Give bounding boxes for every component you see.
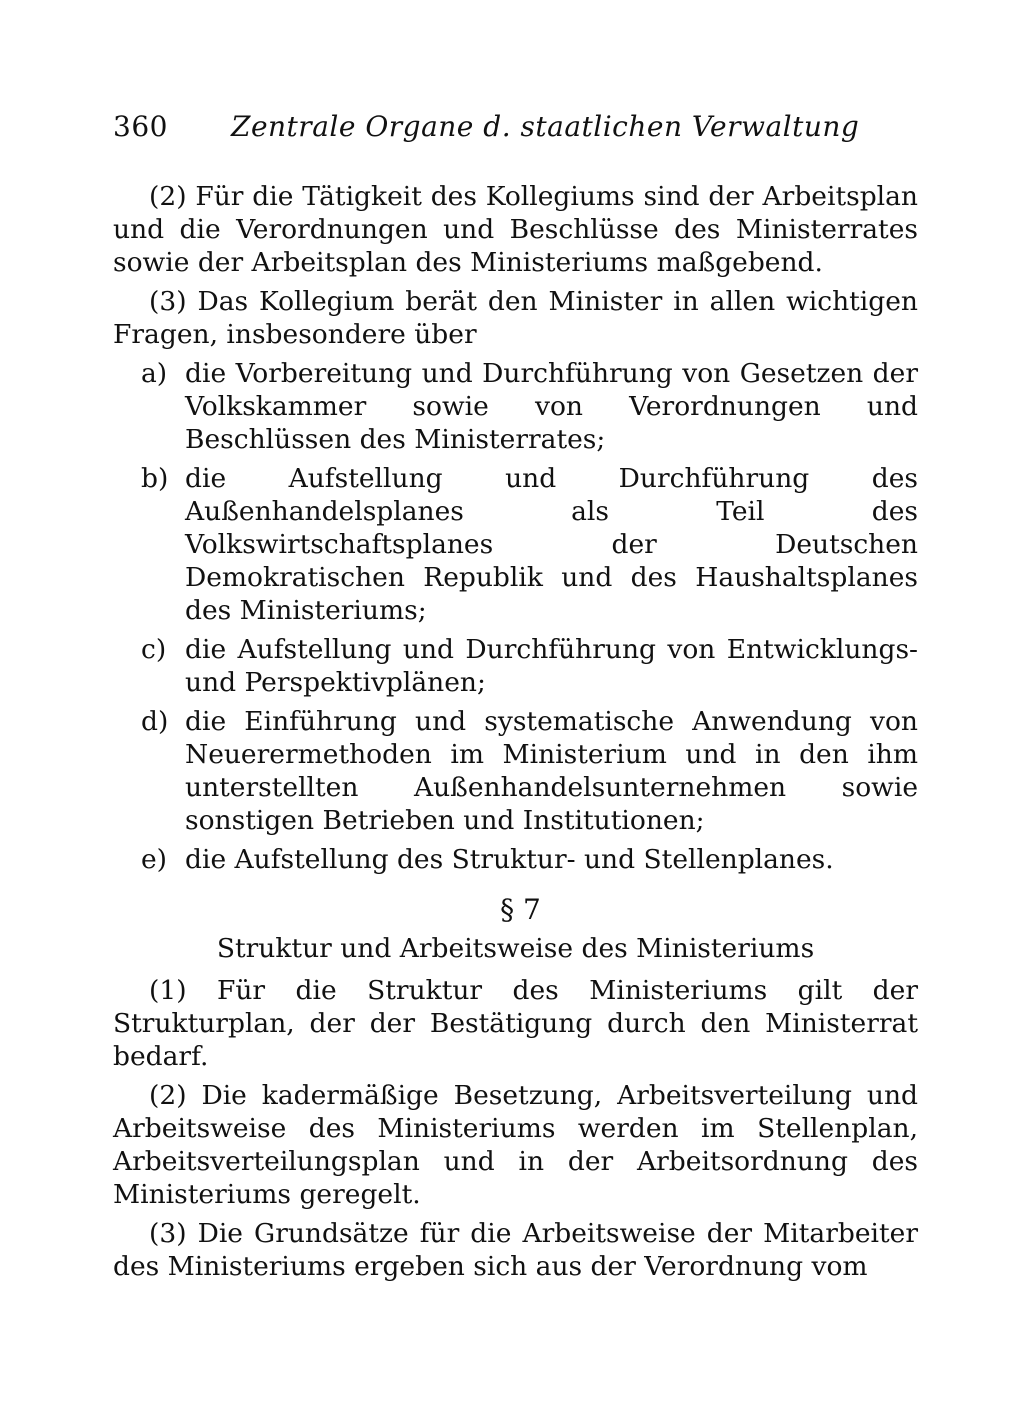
paragraph: (2) Die kadermäßige Besetzung, Arbeitsverteilung und Arbeitsweise des Ministeriums werden im Stellenplan, Arbeitsverteilungsplan und in der Arbeitsordnung des Ministeriums geregelt. xyxy=(113,1080,918,1210)
list-item xyxy=(113,843,918,876)
body-text xyxy=(113,180,918,1289)
list-item xyxy=(113,357,918,456)
list-item xyxy=(113,633,918,699)
list-item-text: die Vorbereitung und Durchführung von Gesetzen der Volkskammer sowie von Verordnungen und Beschlüssen des Ministerrates; xyxy=(185,358,918,455)
list-item-text: die Aufstellung des Struktur- und Stellenplanes. xyxy=(185,844,834,875)
section-number: § 7 xyxy=(500,893,541,926)
paragraph: (3) Das Kollegium berät den Minister in allen wichtigen Fragen, insbesondere über xyxy=(113,286,918,350)
section-title: Struktur und Arbeitsweise des Ministeriums xyxy=(216,933,815,964)
list-item-text: die Einführung und systematische Anwendung von Neuerermethoden im Ministerium und in den ihm unterstellten Außenhandelsunternehmen sowie sonstigen Betrieben und Institutionen; xyxy=(185,706,918,836)
paragraph: (3) Die Grundsätze für die Arbeitsweise der Mitarbeiter des Ministeriums ergeben sich aus der Verordnung vom xyxy=(113,1218,918,1282)
list-marker: b) xyxy=(141,463,169,494)
list-marker: e) xyxy=(141,844,168,875)
enumerated-list xyxy=(113,357,918,876)
list-item-text: die Aufstellung und Durchführung des Außenhandelsplanes als Teil des Volkswirtschaftsplanes der Deutschen Demokratischen Republik und des Haushaltsplanes des Ministeriums; xyxy=(185,463,918,626)
page-header xyxy=(113,110,860,150)
list-item xyxy=(113,462,918,627)
page-number: 360 xyxy=(113,110,168,143)
paragraph: (1) Für die Struktur des Ministeriums gilt der Strukturplan, der der Bestätigung durch den Ministerrat bedarf. xyxy=(113,975,918,1072)
list-marker: a) xyxy=(141,358,168,389)
list-marker: c) xyxy=(141,634,167,665)
list-item xyxy=(113,705,918,837)
paragraph: (2) Für die Tätigkeit des Kollegiums sind der Arbeitsplan und die Verordnungen und Beschlüsse des Ministerrates sowie der Arbeitsplan des Ministeriums maßgebend. xyxy=(113,181,918,278)
running-title: Zentrale Organe d. staatlichen Verwaltung xyxy=(231,110,860,143)
list-item-text: die Aufstellung und Durchführung von Entwicklungs- und Perspektivplänen; xyxy=(185,634,918,698)
list-marker: d) xyxy=(141,706,169,737)
